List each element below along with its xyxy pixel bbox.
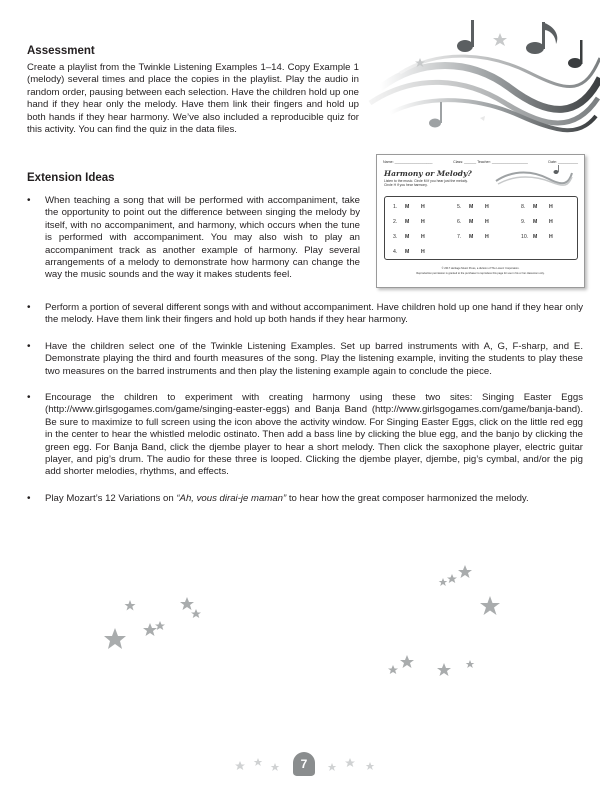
worksheet-choice-melody: M [469, 219, 474, 225]
extension-item-mozart [27, 493, 583, 505]
star-cluster-left-icon [100, 595, 210, 655]
worksheet-choice-harmony: H [421, 219, 425, 225]
extension-item: • When teaching a song that will be performed with accompaniment, take the opportunity to point out the difference between singing the melody by itself, with no accompaniment, and harmony, which occurs when the tune is performed with accompaniment. You may also wish to play an accompaniment track as another example of harmony. Play several arrangements of a melody to demonstrate how harmony can change the way the music sounds and the way it makes students feel. [27, 195, 360, 282]
worksheet-footer-permission: Reproduction permission is granted to the purchaser to reproduce this page for use in his or her classroom only. [416, 272, 545, 275]
worksheet-swirl-illustration [494, 165, 574, 187]
worksheet-item [393, 234, 425, 240]
mozart-piece-title: “Ah, vous dirai-je maman” [176, 492, 287, 504]
mozart-text-before: Play Mozart’s 12 Variations on [45, 492, 177, 504]
extension-list [27, 302, 583, 505]
worksheet-name-field: Name: ___________________ [383, 160, 433, 164]
worksheet-choice-harmony: H [549, 234, 553, 240]
worksheet-item-number: 3. [393, 234, 398, 240]
quiz-worksheet-thumbnail [376, 154, 585, 288]
worksheet-choice-melody: M [469, 204, 474, 210]
worksheet-item-number: 2. [393, 219, 398, 225]
worksheet-item [457, 219, 489, 225]
worksheet-item [393, 204, 425, 210]
worksheet-answer-grid [384, 196, 578, 260]
worksheet-footer-copyright: © 2017 Heritage Music Press, a division of The Lorenz Corporation. [441, 267, 520, 270]
worksheet-choice-harmony: H [485, 204, 489, 210]
worksheet-item-number: 10. [521, 234, 529, 240]
extension-heading: Extension Ideas [27, 172, 115, 184]
extension-item: • Perform a portion of several different songs with and without accompaniment. Have children hold up one hand if they hear only the melody. Have them link their fingers and hold up both hands if they hear harmony. [27, 302, 583, 327]
worksheet-choice-melody: M [405, 204, 410, 210]
star-cluster-right-icon [380, 560, 510, 680]
worksheet-item [393, 219, 425, 225]
mozart-text-after: to hear how the great composer harmonized the melody. [286, 492, 529, 504]
worksheet-date-field: Date: __________ [548, 160, 578, 164]
worksheet-item-number: 7. [457, 234, 462, 240]
worksheet-choice-melody: M [405, 249, 410, 255]
worksheet-instructions: Listen to the music. Circle M if you hear just the melody. Circle H if you hear harmony. [384, 179, 468, 188]
worksheet-choice-harmony: H [485, 219, 489, 225]
worksheet-item [457, 204, 489, 210]
worksheet-choice-harmony: H [549, 204, 553, 210]
worksheet-item-number: 4. [393, 249, 398, 255]
worksheet-choice-melody: M [405, 234, 410, 240]
extension-item: • Have the children select one of the Twinkle Listening Examples. Set up barred instruments with A, G, F-sharp, and E. Demonstrate playing the third and fourth measures of the song. Play the listening example, inviting the students to play these two measures on the barred instruments and then play the listening example again to conclude the piece. [27, 341, 583, 378]
worksheet-item [457, 234, 489, 240]
extension-list-first [27, 195, 360, 282]
worksheet-choice-melody: M [533, 204, 538, 210]
worksheet-title: Harmony or Melody? [384, 169, 472, 178]
worksheet-choice-harmony: H [421, 249, 425, 255]
worksheet-item-number: 1. [393, 204, 398, 210]
worksheet-item [521, 234, 553, 240]
worksheet-item [521, 219, 553, 225]
assessment-heading: Assessment [27, 45, 95, 57]
worksheet-choice-melody: M [405, 219, 410, 225]
worksheet-item-number: 8. [521, 204, 526, 210]
worksheet-choice-melody: M [533, 234, 538, 240]
worksheet-header [383, 160, 578, 164]
worksheet-item-number: 5. [457, 204, 462, 210]
worksheet-item [521, 204, 553, 210]
worksheet-class-field: Class: ______ Teacher: __________________ [453, 160, 528, 164]
worksheet-choice-harmony: H [549, 219, 553, 225]
assessment-body: Create a playlist from the Twinkle Listening Examples 1–14. Copy Example 1 (melody) several times and place the copies in the playlist. Play the audio in random order, pausing between each selection. Have the children hold up one hand if they hear only the melody. Have them link their fingers and hold up both hands if they hear harmony. We’ve also included a reproducible quiz for this activity. You can find the quiz in the data files. [27, 62, 359, 136]
music-notes-swirl-illustration [360, 18, 600, 148]
worksheet-choice-melody: M [469, 234, 474, 240]
worksheet-item [393, 249, 425, 255]
page-number-badge: 7 [293, 752, 315, 776]
worksheet-item-number: 9. [521, 219, 526, 225]
worksheet-item-number: 6. [457, 219, 462, 225]
extension-item: • Encourage the children to experiment with creating harmony using these two sites: Singing Easter Eggs (http://www.girlsgogames.com/game/singing-easter-eggs) and Banja Band (http://www.girlsgogames.com/game/banja-band). Be sure to maximize to full screen using the icon above the activity window. For Singing Easter Eggs, click on the little red egg in the center to hear the whistled melodic ostinato. Then add a bass line by clicking the blue egg, and the banjo by clicking the green egg. For Banja Band, click the djembe player to hear a short melody. Then click the saxophone player, electric guitar player, and pig’s drum. The audio for these three is looped. Clicking the djembe player, djembe, pig’s cymbal, and/or the pig add shorter melodies, rhythms, and effects. [27, 392, 583, 479]
worksheet-choice-melody: M [533, 219, 538, 225]
worksheet-choice-harmony: H [421, 234, 425, 240]
worksheet-choice-harmony: H [485, 234, 489, 240]
worksheet-choice-harmony: H [421, 204, 425, 210]
